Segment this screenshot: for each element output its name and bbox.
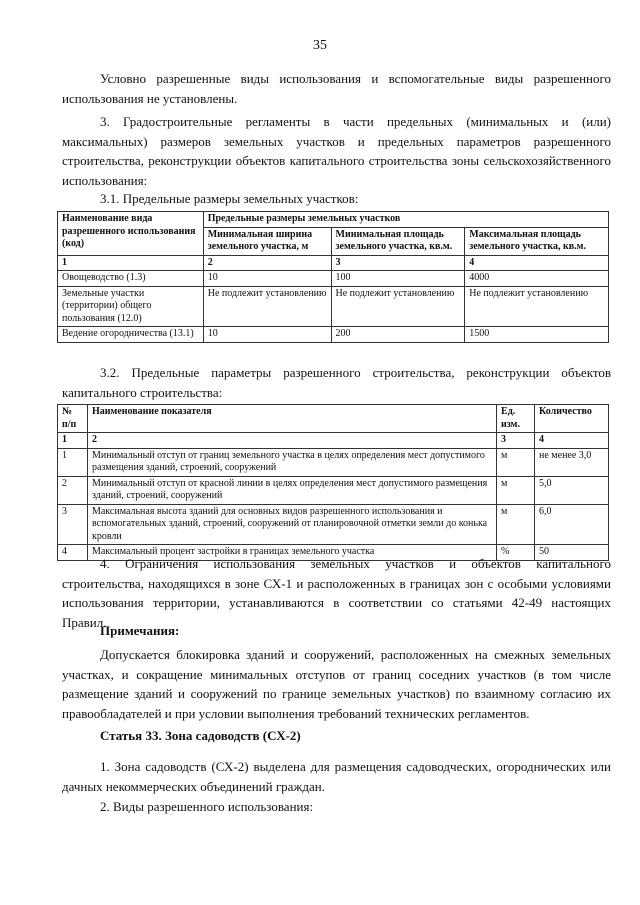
land-plot-sizes-table [57,211,609,343]
cell-use-type: Овощеводство (1.3) [58,271,204,287]
col-number: 3 [497,433,535,449]
cell-max-area: 4000 [465,271,609,287]
cell-unit: % [497,545,535,561]
header-indicator: Наименование показателя [87,405,496,433]
header-min-area: Минимальная площадь земельного участка, кв.м. [331,227,465,255]
table-row [58,448,609,476]
cell-min-area: Не подлежит установлению [331,286,465,327]
table-row [58,504,609,545]
cell-min-width: 10 [203,271,331,287]
cell-quantity: 50 [535,545,609,561]
article-title: Статья 33. Зона садоводств (СХ-2) [100,728,301,743]
cell-min-width: 10 [203,327,331,343]
header-limit-sizes: Предельные размеры земельных участков [203,212,608,228]
cell-max-area: 1500 [465,327,609,343]
cell-unit: м [497,504,535,545]
paragraph-3-2: 3.2. Предельные параметры разрешенного строительства, реконструкции объектов капитального строительства: [62,365,611,400]
col-number: 2 [87,433,496,449]
header-max-area: Максимальная площадь земельного участка, кв.м. [465,227,609,255]
table-header-row [58,212,609,228]
cell-indicator: Максимальная высота зданий для основных видов разрешенного использования и вспомогательных зданий, строений, сооружений от планировочной отметки земли до конька кровли [87,504,496,545]
cell-min-width: Не подлежит установлению [203,286,331,327]
cell-unit: м [497,476,535,504]
cell-indicator: Минимальный отступ от красной линии в целях определения мест допустимого размещения зданий, строений, сооружений [87,476,496,504]
col-number: 4 [465,255,609,271]
cell-use-type: Земельные участки (территории) общего пользования (12.0) [58,286,204,327]
cell-min-area: 200 [331,327,465,343]
cell-number: 2 [58,476,88,504]
column-number-row [58,255,609,271]
cell-quantity: не менее 3,0 [535,448,609,476]
cell-max-area: Не подлежит установлению [465,286,609,327]
column-number-row [58,433,609,449]
cell-use-type: Ведение огородничества (13.1) [58,327,204,343]
table-row [58,286,609,327]
header-quantity: Количество [535,405,609,433]
header-use-type: Наименование вида разрешенного использования (код) [58,212,204,256]
paragraph-3: 3. Градостроительные регламенты в части предельных (минимальных и (или) максимальных) размеров земельных участков и предельных параметров разрешенного строительства, реконструкции объектов капитального строительства зоны сельскохозяйственного использования: [62,114,611,188]
cell-number: 3 [58,504,88,545]
cell-number: 1 [58,448,88,476]
table-row [58,476,609,504]
header-min-width: Минимальная ширина земельного участка, м [203,227,331,255]
col-number: 4 [535,433,609,449]
cell-indicator: Максимальный процент застройки в границах земельного участка [87,545,496,561]
cell-number: 4 [58,545,88,561]
notes-text: Допускается блокировка зданий и сооружений, расположенных на смежных земельных участках, и сокращение минимальных отступов от границ соседних участков (в том числе размещение зданий и сооружений по границе земельных участков) по взаимному согласию их правообладателей и при условии выполнения требований технических регламентов. [62,647,611,721]
article-paragraph-1: 1. Зона садоводств (СХ-2) выделена для размещения садоводческих, огороднических или дачных некоммерческих объединений граждан. [62,759,611,794]
cell-quantity: 6,0 [535,504,609,545]
table-row [58,271,609,287]
construction-parameters-table [57,404,609,561]
notes-title: Примечания: [100,623,180,638]
paragraph-3-1: 3.1. Предельные размеры земельных участков: [100,191,359,206]
cell-unit: м [497,448,535,476]
col-number: 1 [58,433,88,449]
header-unit: Ед. изм. [497,405,535,433]
header-number: № п/п [58,405,88,433]
cell-indicator: Минимальный отступ от границ земельного участка в целях определения мест допустимого размещения зданий, строений, сооружений [87,448,496,476]
cell-quantity: 5,0 [535,476,609,504]
col-number: 3 [331,255,465,271]
page-number: 35 [313,38,327,53]
intro-paragraph: Условно разрешенные виды использования и вспомогательные виды разрешенного использования не установлены. [62,71,611,106]
paragraph-4: 4. Ограничения использования земельных участков и объектов капитального строительства, находящихся в зоне СХ-1 и расположенных в границах зон с особыми условиями использования территории, устанавливаются в соответствии со статьями 42-49 настоящих Правил. [62,556,611,630]
col-number: 1 [58,255,204,271]
cell-min-area: 100 [331,271,465,287]
table-row [58,327,609,343]
article-paragraph-2: 2. Виды разрешенного использования: [100,799,314,814]
table-header-row [58,405,609,433]
col-number: 2 [203,255,331,271]
